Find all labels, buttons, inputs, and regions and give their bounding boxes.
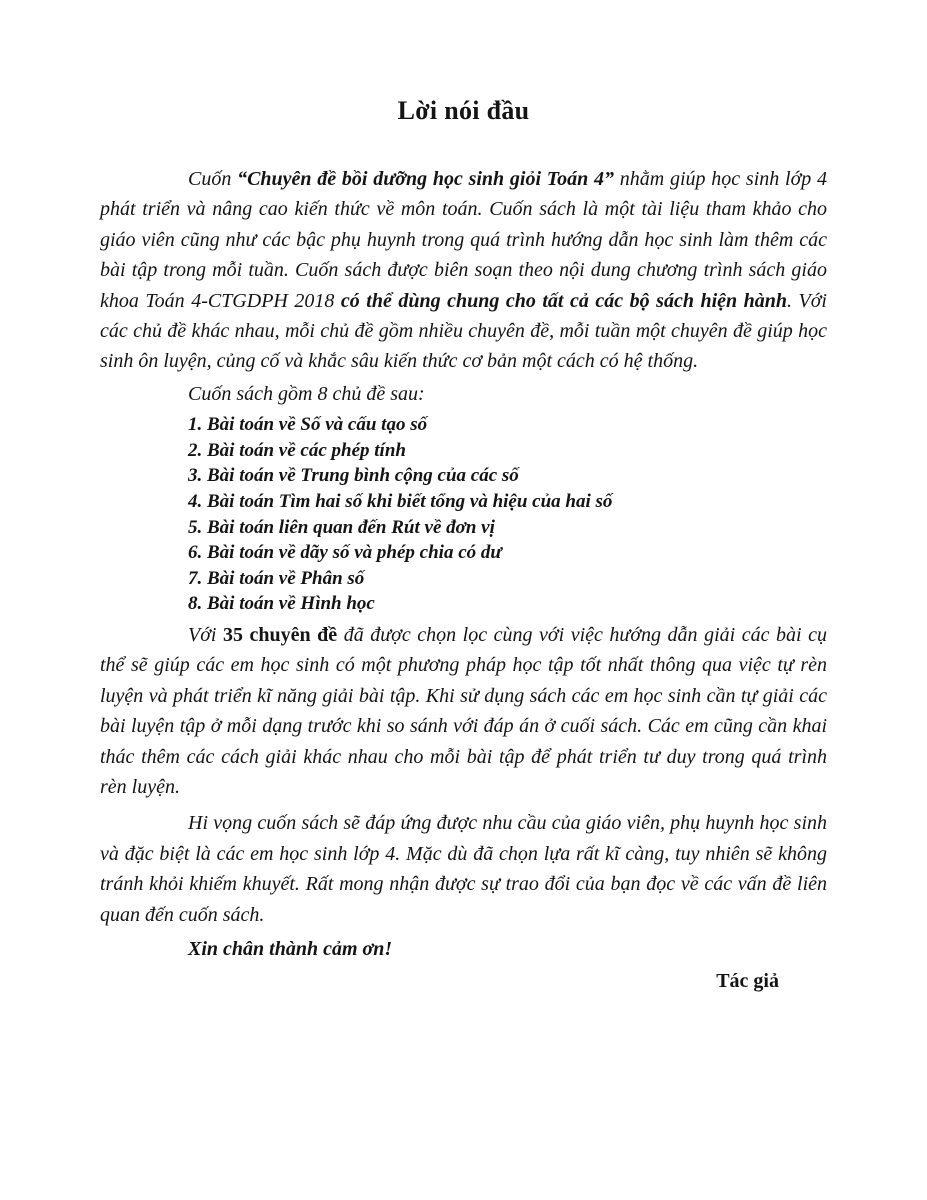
emphasis-35-chuyen-de: 35 chuyên đề xyxy=(222,624,338,646)
emphasis-all-book-series: có thể dùng chung cho tất cả các bộ sách hiện hành xyxy=(340,289,788,312)
text-run: Cuốn xyxy=(188,168,238,190)
topic-item: 5. Bài toán liên quan đến Rút về đơn vị xyxy=(188,516,495,538)
text-run: . Với các chủ đề khác nhau, mỗi chủ đề gồm nhiều chuyên đề, mỗi tuần một chuyên đề giúp học sinh ôn luyện, củng cố và khắc sâu kiến thức cơ bản một cách có hệ thống. xyxy=(100,289,827,373)
book-title-emphasis: “Chuyên đề bồi dưỡng học sinh giỏi Toán 4” xyxy=(237,168,615,190)
topic-item: 2. Bài toán về các phép tính xyxy=(188,439,406,461)
preface-paragraph-1 xyxy=(100,164,827,377)
preface-paragraph-4: Hi vọng cuốn sách sẽ đáp ứng được nhu cầu của giáo viên, phụ huynh học sinh và đặc biệt là các em học sinh lớp 4. Mặc dù đã chọn lựa rất kĩ càng, tuy nhiên sẽ không tránh khỏi khiếm khuyết. Rất mong nhận được sự trao đổi của bạn đọc về các vấn đề liên quan đến cuốn sách. xyxy=(100,812,827,926)
author-signature: Tác giả xyxy=(716,970,779,993)
text-run: Với xyxy=(188,624,223,646)
preface-paragraph-3 xyxy=(100,620,827,802)
topics-list-intro: Cuốn sách gồm 8 chủ đề sau: xyxy=(188,382,425,405)
text-run: nhằm giúp học sinh lớp 4 phát triển và nâng cao kiến thức về môn toán. Cuốn sách là một tài liệu tham khảo cho giáo viên cũng như các bậc phụ huynh trong quá trình hướng dẫn học sinh làm thêm các bài tập trong mỗi tuần. Cuốn sách được biên soạn theo nội dung chương trình sách giáo khoa Toán 4-CTGDPH 2018 xyxy=(100,168,828,312)
page-title: Lời nói đầu xyxy=(397,96,530,125)
closing-line: Xin chân thành cảm ơn! xyxy=(188,938,393,961)
topic-item: 6. Bài toán về dãy số và phép chia có dư xyxy=(188,542,502,564)
topic-item: 1. Bài toán về Số và cấu tạo số xyxy=(188,414,428,436)
topic-item: 7. Bài toán về Phân số xyxy=(188,567,365,589)
topic-item: 8. Bài toán về Hình học xyxy=(188,593,375,615)
topic-item: 4. Bài toán Tìm hai số khi biết tổng và hiệu của hai số xyxy=(188,491,613,513)
text-run: đã được chọn lọc cùng với việc hướng dẫn giải các bài cụ thể sẽ giúp các em học sinh có một phương pháp học tập tốt nhất thông qua việc tự rèn luyện và phát triển kĩ năng giải bài tập. Khi sử dụng sách các em học sinh cần tự giải các bài luyện tập ở mỗi dạng trước khi so sánh với đáp án ở cuối sách. Các em cũng cần khai thác thêm các cách giải khác nhau cho mỗi bài tập để phát triển tư duy trong quá trình rèn luyện. xyxy=(100,624,827,799)
topics-list xyxy=(100,412,827,617)
topic-item: 3. Bài toán về Trung bình cộng của các số xyxy=(188,465,519,487)
